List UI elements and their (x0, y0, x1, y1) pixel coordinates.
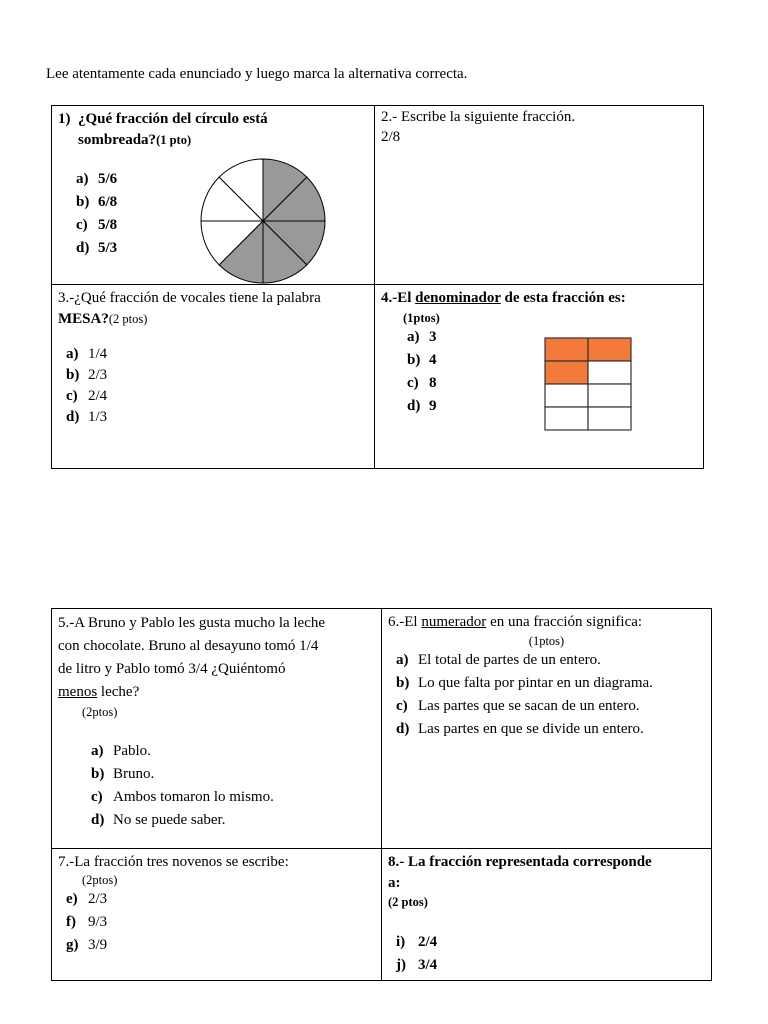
q3-option-c[interactable]: c) 2/4 (66, 388, 108, 404)
q6-options (388, 649, 705, 741)
q8-option-i[interactable]: i) 2/4 (396, 934, 438, 950)
q2-fraction: 2/8 (381, 129, 401, 145)
q7-option-f[interactable]: f) 9/3 (66, 914, 108, 930)
q1-option-a[interactable]: a) 5/6 (76, 171, 118, 187)
q3-options (58, 344, 368, 428)
q4-title-prefix: 4.-El (381, 290, 412, 306)
questions-table-bottom (51, 608, 712, 981)
q6-option-d[interactable]: d) Las partes en que se divide un entero. (396, 721, 644, 737)
q6-title-prefix: 6.-El (388, 614, 418, 630)
q6-points: (1ptos) (528, 634, 565, 648)
q7-points: (2ptos) (82, 873, 118, 887)
q1-option-b[interactable]: b) 6/8 (76, 194, 118, 210)
grid-cell (588, 338, 631, 361)
q3-title-line1: 3.-¿Qué fracción de vocales tiene la palabra (58, 290, 321, 306)
grid-cell (545, 384, 588, 407)
q5-options (58, 740, 375, 832)
q1-number: 1) (58, 111, 71, 127)
q6-title-suffix: en una fracción significa: (490, 614, 643, 630)
q1-points: (1 pto) (156, 133, 192, 147)
q4-options (381, 326, 697, 418)
q4-points: (1ptos) (403, 311, 440, 325)
q6-title-keyword: numerador (421, 614, 487, 630)
question-7 (52, 849, 382, 981)
q3-points: (2 ptos) (108, 312, 148, 326)
q8-option-j[interactable]: j) 3/4 (396, 957, 438, 973)
q4-title-suffix: de esta fracción es: (504, 290, 626, 306)
q1-title-line1: ¿Qué fracción del círculo está (78, 111, 268, 127)
q1-pie-figure (199, 157, 327, 287)
q7-options (58, 888, 375, 957)
q4-title-keyword: denominador (415, 290, 501, 306)
q5-line2: con chocolate. Bruno al desayuno tomó 1/4 (58, 638, 319, 654)
q3-option-a[interactable]: a) 1/4 (66, 346, 108, 362)
question-2 (375, 106, 704, 285)
q4-option-b[interactable]: b) 4 (407, 352, 437, 368)
q1-option-c[interactable]: c) 5/8 (76, 217, 118, 233)
q3-title-line2: MESA? (58, 311, 109, 327)
q6-option-b[interactable]: b) Lo que falta por pintar en un diagrama. (396, 675, 653, 691)
grid-cell (545, 361, 588, 384)
q5-line1: 5.-A Bruno y Pablo les gusta mucho la leche (58, 615, 326, 631)
q6-option-c[interactable]: c) Las partes que se sacan de un entero. (396, 698, 640, 714)
q6-option-a[interactable]: a) El total de partes de un entero. (396, 652, 601, 668)
q5-option-a[interactable]: a) Pablo. (91, 743, 151, 759)
question-3 (52, 285, 375, 469)
q5-keyword: menos (58, 684, 98, 700)
q4-option-d[interactable]: d) 9 (407, 398, 437, 414)
q7-option-e[interactable]: e) 2/3 (66, 891, 108, 907)
q4-grid-figure (544, 337, 632, 431)
q8-points: (2 ptos) (388, 895, 428, 909)
q5-line4: leche? (100, 684, 140, 700)
q5-line3: de litro y Pablo tomó 3/4 ¿Quiéntomó (58, 661, 286, 677)
question-5 (52, 609, 382, 849)
q3-option-d[interactable]: d) 1/3 (66, 409, 108, 425)
q5-option-b[interactable]: b) Bruno. (91, 766, 155, 782)
q4-option-a[interactable]: a) 3 (407, 329, 437, 345)
q5-points: (2ptos) (82, 705, 118, 719)
question-8 (382, 849, 712, 981)
q5-option-d[interactable]: d) No se puede saber. (91, 812, 226, 828)
q5-option-c[interactable]: c) Ambos tomaron lo mismo. (91, 789, 274, 805)
q8-title-line1: 8.- La fracción representada corresponde (388, 854, 652, 870)
grid-cell (545, 338, 588, 361)
grid-cell (545, 407, 588, 430)
question-4 (375, 285, 704, 469)
instructions: Lee atentamente cada enunciado y luego marca la alternativa correcta. (46, 66, 468, 82)
q7-title: 7.-La fracción tres novenos se escribe: (58, 854, 289, 870)
grid-cell (588, 407, 631, 430)
question-6 (382, 609, 712, 849)
grid-cell (588, 384, 631, 407)
q4-option-c[interactable]: c) 8 (407, 375, 437, 391)
q2-title: 2.- Escribe la siguiente fracción. (381, 109, 576, 125)
q1-title-line2: sombreada? (78, 132, 157, 148)
q3-option-b[interactable]: b) 2/3 (66, 367, 108, 383)
q8-title-line2: a: (388, 875, 401, 891)
grid-cell (588, 361, 631, 384)
q8-options (388, 931, 705, 977)
q1-option-d[interactable]: d) 5/3 (76, 240, 118, 256)
q7-option-g[interactable]: g) 3/9 (66, 937, 108, 953)
